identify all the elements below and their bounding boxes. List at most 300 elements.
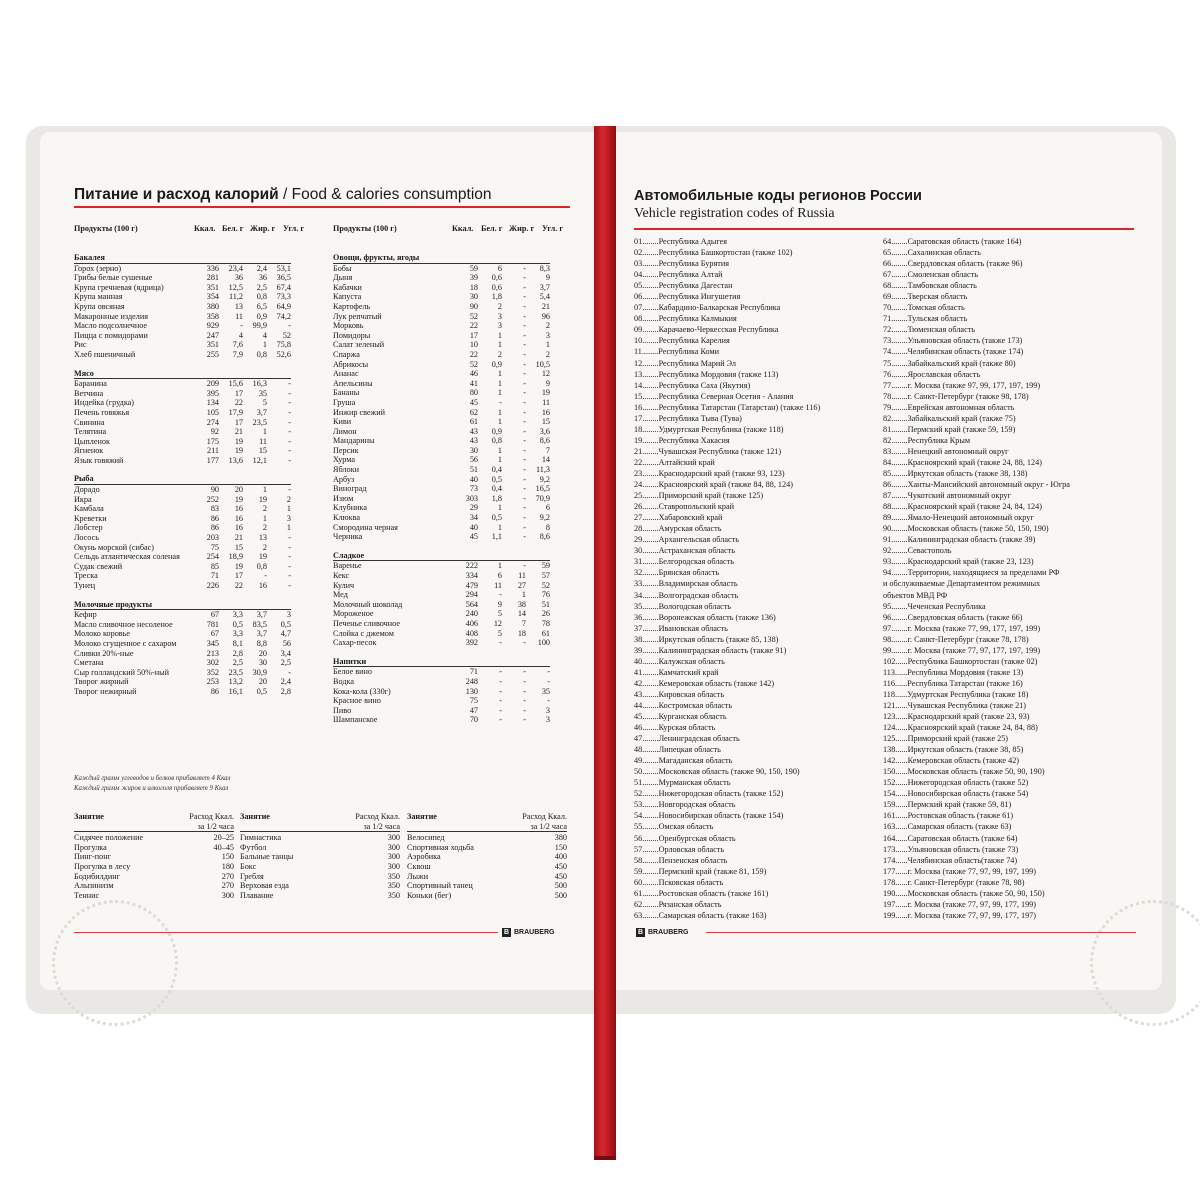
activity-name: Бальные танцы (240, 852, 294, 862)
bookmark-ribbon[interactable] (594, 126, 616, 1160)
region-code-line: 63........Самарская область (также 163) (634, 910, 767, 920)
brand-name: BRAUBERG (514, 929, 555, 936)
spacer-cell (333, 542, 550, 551)
title-underline (74, 206, 570, 208)
protein-value: - (499, 705, 502, 715)
food-name: Треска (74, 571, 98, 581)
kcal-value: 34 (469, 513, 478, 523)
kcal-value: 302 (206, 658, 219, 668)
protein-value: 1,8 (491, 493, 502, 503)
food-row (74, 446, 291, 456)
fat-value: - (523, 676, 526, 686)
fat-value: 0,8 (256, 561, 267, 571)
region-code-line: 125......Приморский край (также 25) (883, 734, 1009, 744)
kcal-value: 354 (206, 292, 219, 302)
food-name: Яблоки (333, 465, 359, 475)
fat-value: 36 (258, 273, 267, 283)
kcal-value: 29 (469, 503, 478, 513)
activity-header-row (240, 812, 400, 832)
fat-value: 2,4 (256, 263, 267, 273)
food-name: Мед (333, 590, 348, 600)
food-row (74, 495, 291, 505)
fat-value: 0,5 (256, 686, 267, 696)
fat-value: 2 (262, 504, 267, 514)
right-page-title-ru (634, 188, 922, 204)
region-code-line: 82........Забайкальский край (также 75) (883, 413, 1016, 423)
fat-value: 23,5 (252, 417, 267, 427)
food-row (333, 263, 550, 273)
carbs-value: 53,1 (276, 263, 291, 273)
kcal-value: 130 (465, 686, 478, 696)
kcal-value: 80 (469, 388, 478, 398)
brand-mark-icon: B (637, 929, 644, 936)
region-code-line: 142......Кемеровская область (также 42) (883, 756, 1020, 766)
food-name: Рис (74, 340, 87, 350)
region-code-line: 65........Сахалинская область (883, 248, 981, 258)
activity-row (407, 881, 567, 891)
food-row (333, 571, 550, 581)
carbs-value: 2,4 (280, 677, 291, 687)
carbs-value: 75,8 (276, 340, 291, 350)
food-row (333, 388, 550, 398)
activity-kcal: 300 (221, 890, 234, 900)
fat-value: 83,5 (252, 619, 267, 629)
region-code-line: 18........Удмуртская Республика (также 118) (634, 424, 784, 434)
food-name: Творог жирный (74, 677, 129, 687)
activity-name: Плавание (240, 890, 274, 900)
fat-value: 20 (258, 677, 267, 687)
fat-value: 0,9 (256, 311, 267, 321)
fat-value: - (523, 263, 526, 273)
kcal-value: 41 (469, 378, 478, 388)
region-code-line: 97........г. Москва (также 77, 99, 177, 197, 199) (883, 623, 1041, 633)
food-name: Ананас (333, 369, 359, 379)
title-en: / Food & calories consumption (278, 186, 492, 203)
kcal-value: 380 (206, 301, 219, 311)
food-row (74, 302, 291, 312)
region-code-line: 06........Республика Ингушетия (634, 292, 741, 302)
protein-value: 1 (497, 388, 502, 398)
spacer-row (74, 360, 291, 369)
region-code-line: 69........Тверская область (883, 292, 968, 302)
region-code-line: 76........Ярославская область (883, 369, 981, 379)
region-code-line: 15........Республика Северная Осетия - Алания (634, 391, 794, 401)
protein-value: 1 (497, 455, 502, 465)
kcal-value: 247 (206, 330, 219, 340)
protein-value: 8,1 (232, 638, 243, 648)
kcal-value: 336 (206, 263, 219, 273)
fat-value: 3,7 (256, 610, 267, 620)
food-name: Кока-кола (330г) (333, 686, 391, 696)
carbs-value: 78 (541, 618, 550, 628)
food-name: Киви (333, 417, 352, 427)
codes-title-ru: Автомобильные коды регионов России (634, 188, 922, 204)
kcal-value: 51 (469, 465, 478, 475)
food-row (74, 687, 291, 697)
kcal-value: 255 (206, 349, 219, 359)
food-name: Макаронные изделия (74, 311, 149, 321)
food-row (333, 321, 550, 331)
fat-value: 2 (262, 523, 267, 533)
region-code-line: 08........Республика Калмыкия (634, 314, 737, 324)
fat-value: - (523, 561, 526, 571)
carbs-value: 3 (545, 330, 550, 340)
fat-value: 2,5 (256, 282, 267, 292)
kcal-value: 30 (469, 445, 478, 455)
region-code-line: 178......г. Санкт-Петербург (также 78, 98) (883, 877, 1025, 887)
food-row (74, 427, 291, 437)
region-code-line: 35........Вологодская область (634, 601, 732, 611)
region-code-line: 45........Курганская область (634, 712, 727, 722)
food-name: Шампанское (333, 715, 378, 725)
food-row (333, 340, 550, 350)
title-ru: Питание и расход калорий (74, 186, 279, 203)
carbs-value: - (547, 676, 550, 686)
carbs-value: 2 (545, 349, 550, 359)
region-code-line: 199......г. Москва (также 77, 97, 99, 177, 197) (883, 910, 1036, 920)
food-name: Сметана (74, 658, 104, 668)
region-code-line: 02........Республика Башкортостан (также 102) (634, 248, 793, 258)
protein-value: 19 (234, 436, 243, 446)
food-row (333, 677, 550, 687)
fat-value: - (523, 282, 526, 292)
carbs-value: 61 (541, 628, 550, 638)
protein-value: 17,9 (228, 407, 243, 417)
kcal-value: 274 (206, 417, 219, 427)
food-row (333, 715, 550, 725)
region-code-line: 98........г. Санкт-Петербург (также 78, 178) (883, 634, 1029, 644)
fat-value: 2 (262, 542, 267, 552)
food-name: Груша (333, 397, 356, 407)
region-code-line: 32........Брянская область (634, 568, 720, 578)
region-code-line: 67........Смоленская область (883, 270, 978, 280)
carbs-value: 1 (545, 340, 550, 350)
carbs-value: 14 (541, 455, 550, 465)
food-row (333, 581, 550, 591)
region-code-line: 59........Пермский край (также 81, 159) (634, 866, 767, 876)
kcal-value: 240 (465, 609, 478, 619)
brand-logo (502, 928, 554, 937)
food-row (333, 513, 550, 523)
fat-value: 14 (517, 609, 526, 619)
kcal-value: 62 (469, 407, 478, 417)
food-name: Мороженое (333, 609, 374, 619)
food-name: Апельсины (333, 378, 373, 388)
fat-value: 18 (517, 628, 526, 638)
fat-value: - (523, 445, 526, 455)
carbs-value: - (288, 552, 291, 562)
protein-value: 1 (497, 522, 502, 532)
fat-value: - (523, 465, 526, 475)
region-code-line: 163......Самарская область (также 63) (883, 822, 1012, 832)
fat-value: 19 (258, 552, 267, 562)
carbs-value: 3 (286, 610, 291, 620)
kcal-value: 351 (206, 282, 219, 292)
nutrition-table-col2 (333, 253, 550, 725)
protein-value: 0,4 (491, 465, 502, 475)
brand-name: BRAUBERG (648, 929, 689, 936)
food-name: Виноград (333, 484, 367, 494)
region-code-line: 164......Саратовская область (также 64) (883, 833, 1018, 843)
region-code-line: 123......Краснодарский край (также 23, 93) (883, 712, 1030, 722)
carbs-value: 35 (541, 686, 550, 696)
food-name: Крупа овсяная (74, 301, 125, 311)
carbs-value: 3 (545, 705, 550, 715)
fat-value: 35 (258, 388, 267, 398)
food-name: Масло сливочное несоленое (74, 619, 173, 629)
kcal-value: 67 (210, 610, 219, 620)
activity-row (74, 891, 234, 901)
food-name: Дыня (333, 273, 353, 283)
food-row (74, 649, 291, 659)
brand-mark-icon: B (503, 929, 510, 936)
spacer-cell (74, 360, 291, 369)
protein-value: 1 (497, 369, 502, 379)
region-code-line: 22........Алтайский край (634, 457, 715, 467)
kcal-value: 45 (469, 532, 478, 542)
category-row (333, 253, 550, 263)
kcal-value: 252 (206, 494, 219, 504)
protein-value: 3 (497, 321, 502, 331)
region-code-line: 54........Новосибирская область (также 154) (634, 811, 784, 821)
kcal-value: 254 (206, 552, 219, 562)
carbs-value: 8 (545, 522, 550, 532)
protein-value: 1 (497, 378, 502, 388)
region-code-line: 91........Калининградская область (также 39) (883, 535, 1036, 545)
protein-value: 36 (234, 273, 243, 283)
food-name: Сельдь атлантическая соленая (74, 552, 180, 562)
kcal-value: 43 (469, 436, 478, 446)
food-row (74, 629, 291, 639)
region-code-line: 05........Республика Дагестан (634, 281, 733, 291)
region-code-line: 48........Липецкая область (634, 745, 721, 755)
carbs-value: - (288, 398, 291, 408)
carbs-value: - (288, 581, 291, 590)
carbs-value: - (288, 542, 291, 552)
food-row (333, 312, 550, 322)
activity-row (74, 843, 234, 853)
food-name: Свинина (74, 417, 105, 427)
food-row (333, 667, 550, 677)
food-name: Масло подсолнечное (74, 321, 148, 331)
region-code-line: 99........г. Москва (также 77, 97, 177, 197, 199) (883, 645, 1041, 655)
fat-value: - (523, 474, 526, 484)
region-code-line: 17........Республика Тыва (Тува) (634, 413, 742, 423)
region-code-line: 79........Еврейская автономная область (883, 402, 1015, 412)
region-code-line: 96........Свердловская область (также 66) (883, 612, 1023, 622)
carbs-value: 4,7 (280, 629, 291, 639)
protein-value: 0,6 (491, 273, 502, 283)
kcal-value: 73 (469, 484, 478, 494)
food-name: Горох (зерно) (74, 263, 122, 273)
carbs-value: 3,7 (539, 282, 550, 292)
food-name: Кекс (333, 571, 350, 580)
region-code-line: 174......Челябинская область(также 74) (883, 855, 1018, 865)
activity-name: Прогулка (74, 842, 107, 852)
food-name: Творог нежирный (74, 686, 137, 696)
food-row (333, 436, 550, 446)
fat-value: - (523, 330, 526, 340)
food-name: Капуста (333, 292, 362, 302)
protein-value: 0,5 (232, 619, 243, 629)
food-row (333, 600, 550, 610)
food-name: Пицца с помидорами (74, 330, 148, 340)
protein-value: - (499, 715, 502, 725)
activity-row (74, 852, 234, 862)
table-header-kcal: Ккал. (194, 224, 216, 233)
kcal-value: 303 (465, 493, 478, 503)
carbs-value: 52 (282, 330, 291, 340)
food-row (333, 302, 550, 312)
region-code-line: 75........Забайкальский край (также 80) (883, 358, 1016, 368)
kcal-value: 71 (210, 571, 219, 581)
region-code-line: 46........Курская область (634, 723, 716, 733)
activity-name: Лыжи (407, 871, 429, 881)
food-row (74, 677, 291, 687)
fat-value: - (523, 455, 526, 465)
fat-value: - (523, 311, 526, 321)
kcal-value: 358 (206, 311, 219, 321)
kcal-value: 86 (210, 686, 219, 696)
carbs-value: 6 (545, 503, 550, 513)
food-name: Икра (74, 494, 92, 504)
region-code-line: 34........Волгоградская область (634, 590, 739, 600)
food-row (74, 437, 291, 447)
food-row (333, 408, 550, 418)
protein-value: 13,2 (228, 677, 243, 687)
protein-value: 12 (493, 618, 502, 628)
region-code-line: 40........Калужская область (634, 656, 725, 666)
kcal-value: 22 (469, 321, 478, 331)
fat-value: 1 (262, 427, 267, 437)
protein-value: 0,4 (491, 484, 502, 494)
food-name: Сыр голландский 50%-ный (74, 667, 170, 677)
food-name: Креветки (74, 513, 107, 523)
region-code-line: 27........Хабаровский край (634, 513, 723, 523)
carbs-value: 52,6 (276, 349, 291, 359)
region-code-line: 44........Костромская область (634, 700, 733, 710)
region-code-line: 50........Московская область (также 90, 150, 190) (634, 767, 800, 777)
kcal-value: 253 (206, 677, 219, 687)
note-carbs-protein: Каждый грамм углеводов и белков прибавляет 4 Ккал (74, 775, 231, 782)
kcal-value: 70 (469, 715, 478, 725)
fat-value: - (523, 340, 526, 350)
region-codes-col2 (883, 236, 1070, 921)
food-row (333, 475, 550, 485)
food-row (74, 456, 291, 466)
kcal-value: 18 (469, 282, 478, 292)
food-row (74, 331, 291, 341)
region-code-line: 116......Республика Татарстан (также 16) (883, 678, 1023, 688)
region-code-line: 82........Республика Крым (883, 435, 971, 445)
activity-kcal: 300 (387, 833, 400, 843)
food-name: Пиво (333, 705, 352, 715)
fat-value: - (523, 522, 526, 532)
food-name: Морковь (333, 321, 364, 331)
carbs-value: 12 (541, 369, 550, 379)
food-name: Кабачки (333, 282, 362, 292)
table-header-protein: Бел. г (222, 224, 244, 233)
region-code-line: 73........Ульяновская область (также 173) (883, 336, 1023, 346)
protein-value: 0,6 (491, 282, 502, 292)
kcal-value: 392 (465, 638, 478, 648)
brand-logo (636, 928, 688, 937)
region-code-line: 30........Астраханская область (634, 546, 735, 556)
food-row (74, 350, 291, 360)
activity-kcal: 500 (554, 890, 567, 900)
fat-value: - (523, 436, 526, 446)
region-code-line: 04........Республика Алтай (634, 270, 723, 280)
food-name: Печенье сливочное (333, 618, 401, 628)
activity-kcal: 180 (221, 861, 234, 871)
food-name: Молоко сгущенное с сахаром (74, 638, 177, 648)
fat-value: - (523, 292, 526, 302)
food-name: Арбуз (333, 474, 355, 484)
food-name: Лук репчатый (333, 311, 382, 321)
fat-value: - (523, 696, 526, 706)
food-row (333, 561, 550, 571)
activity-kcal: 20–25 (213, 833, 234, 843)
carbs-value: 51 (541, 599, 550, 609)
protein-value: - (499, 397, 502, 407)
activity-kcal: 350 (387, 881, 400, 891)
carbs-value: 74,2 (276, 311, 291, 321)
food-row (333, 283, 550, 293)
carbs-value: 16,5 (535, 484, 550, 494)
protein-value: 13 (234, 301, 243, 311)
carbs-value: 2 (545, 321, 550, 331)
footer-rule (74, 932, 498, 933)
activity-name: Спортивный танец (407, 881, 473, 891)
carbs-value: 8,3 (539, 263, 550, 273)
food-row (333, 629, 550, 639)
kcal-value: 211 (207, 446, 219, 456)
carbs-value: - (288, 455, 291, 465)
region-code-line: 07........Кабардино-Балкарская Республика (634, 303, 781, 313)
fat-value: - (264, 571, 267, 581)
carbs-value: 7 (545, 445, 550, 455)
food-name: Сахар-песок (333, 638, 377, 648)
right-page-title-en: Vehicle registration codes of Russia (634, 206, 835, 221)
region-code-line: 118......Удмуртская Республика (также 18) (883, 689, 1029, 699)
left-page-title (74, 186, 492, 204)
carbs-value: - (288, 446, 291, 456)
table-header-fat: Жир. г (250, 224, 276, 233)
carbs-value: - (288, 667, 291, 677)
carbs-value: 3,6 (539, 426, 550, 436)
food-row (74, 610, 291, 620)
food-name: Черника (333, 532, 363, 542)
region-code-line: 81........Пермский край (также 59, 159) (883, 424, 1016, 434)
activity-row (407, 833, 567, 843)
table-header-carbs: Угл. г (283, 224, 305, 233)
kcal-value: 90 (469, 301, 478, 311)
region-code-line: 57........Орловская область (634, 844, 725, 854)
carbs-value: 19 (541, 388, 550, 398)
kcal-value: 105 (206, 407, 219, 417)
region-code-line: 52........Нижегородская область (также 152) (634, 789, 784, 799)
carbs-value: 9,2 (539, 513, 550, 523)
region-code-line: 62........Рязанская область (634, 899, 722, 909)
carbs-value: 11,3 (535, 465, 550, 475)
kcal-value: 86 (210, 523, 219, 533)
fat-value: 16 (258, 581, 267, 590)
fat-value: - (523, 493, 526, 503)
carbs-value: - (288, 388, 291, 398)
region-code-line: 177......г. Москва (также 77, 97, 99, 197, 199) (883, 866, 1036, 876)
kcal-value: 17 (469, 330, 478, 340)
category-row (74, 474, 291, 484)
